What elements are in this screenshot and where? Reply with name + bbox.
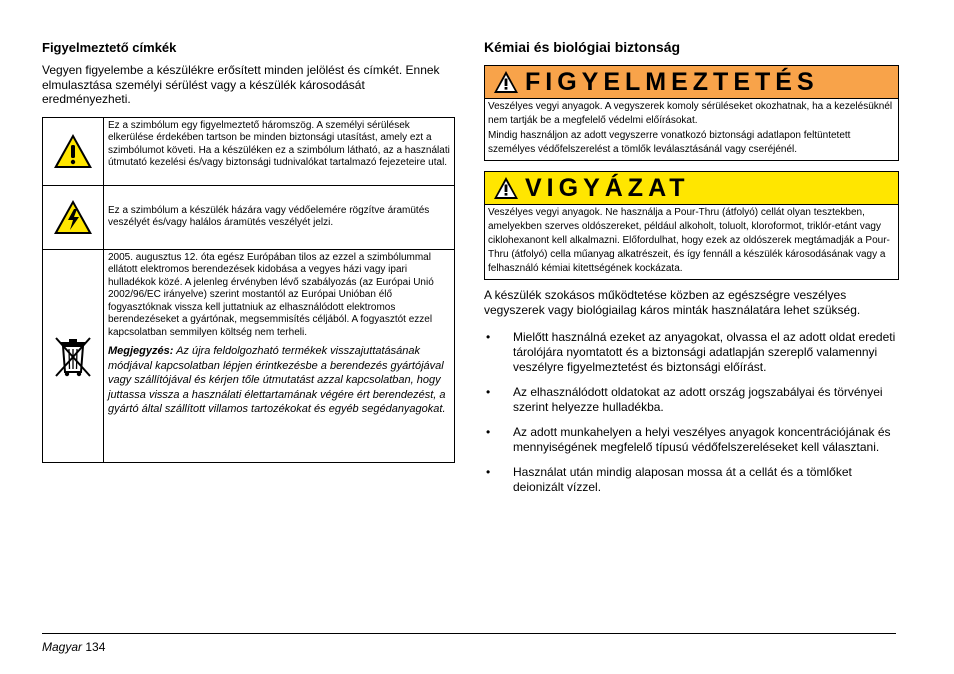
list-item: • Használat után mindig alaposan mossa át a cellát és a tömlőket deionizált vízzel. <box>486 465 852 494</box>
usage-paragraph: A készülék szokásos működtetése közben az egészségre veszélyes vegyszerek vagy biológiailag káros minták használatára lehet szükség. <box>484 288 861 317</box>
page-number: 134 <box>85 640 106 654</box>
warning-triangle-icon <box>493 176 519 200</box>
crossed-bin-icon <box>51 332 95 380</box>
warning-paragraph: Veszélyes vegyi anyagok. A vegyszerek komoly sérüléseket okozhatnak, ha a kezelésüknél nem tartják be a megfelelő védelmi előírásokat. <box>488 101 893 126</box>
section-heading-chem-bio-safety: Kémiai és biológiai biztonság <box>484 39 681 55</box>
page-footer <box>42 640 105 654</box>
left-column <box>42 38 455 463</box>
table-row <box>43 117 455 185</box>
symbol-table <box>42 117 455 463</box>
intro-paragraph: Vegyen figyelembe a készülékre erősített minden jelölést és címkét. Ennek elmulasztása személyi sérülést vagy a készülék károsodását eredményezheti. <box>42 63 440 106</box>
right-column <box>484 38 899 505</box>
warning-title: FIGYELMEZTETÉS <box>525 67 819 96</box>
warning-box-body <box>485 99 898 160</box>
caution-title: VIGYÁZAT <box>525 173 690 202</box>
symbol-description: Ez a szimbólum egy figyelmeztető háromszög. A személyi sérülések elkerülése érdekében tartson be minden biztonsági utasítást, amely ezt a szimbólumot követi. Ha a készüléken ez a szimbólum látható, az a használati útmutató kezelési és/vagy biztonsági tudnivalókat tartalmazó fejezeteire utal. <box>104 117 455 185</box>
section-heading-warning-labels: Figyelmeztető címkék <box>42 40 177 55</box>
list-item: • Az elhasználódott oldatokat az adott ország jogszabályai és törvényei szerint helyezze hulladékba. <box>486 385 883 414</box>
list-item: • Mielőtt használná ezeket az anyagokat, olvassa el az adott oldat eredeti tárolójára nyomtatott és a biztonsági adatlapján szereplő valamennyi veszélyre figyelmeztetést és biztonsági előírást. <box>486 330 896 374</box>
warning-paragraph: Mindig használjon az adott vegyszerre vonatkozó biztonsági adatlapon feltüntetett személyes védőfelszerelést a tömlők leválasztásánál vagy cseréjénél. <box>488 130 851 155</box>
caution-box-header <box>485 172 898 205</box>
electric-shock-icon <box>52 198 94 236</box>
bullet-marker: • <box>486 425 491 439</box>
caution-paragraph: Veszélyes vegyi anyagok. Ne használja a Pour-Thru (átfolyó) cellát olyan tesztekben, amelyekben szerves oldószereket, például alkoholt, toluolt, kloroformot, triklór-etánt vagy ciklohexanont kell alkalmazni. Előfordulhat, hogy ezek az oldószerek megtámadják a Pour-Thru (átfolyó) cella műanyag alkatrészeit, és így fennáll a készülék károsodásának vagy a felhasználó kémiai kitettségének kockázata. <box>488 207 890 274</box>
footer-divider <box>42 633 896 634</box>
safety-bullet-list <box>484 330 899 495</box>
footer-language: Magyar <box>42 640 83 654</box>
table-row <box>43 185 455 249</box>
list-item: • Az adott munkahelyen a helyi veszélyes anyagok koncentrációjának és mennyiségének megfelelő típusú védőfelszereléseket kell választani. <box>486 425 891 454</box>
caution-box <box>484 171 899 280</box>
symbol-description: Ez a szimbólum a készülék házára vagy védőelemére rögzítve áramütés veszélyét és/vagy halálos áramütés veszélyét jelzi. <box>108 204 430 228</box>
warning-box-header <box>485 66 898 99</box>
table-row <box>43 249 455 462</box>
note-label: Megjegyzés: <box>108 345 174 357</box>
recycling-note <box>108 344 450 417</box>
bullet-marker: • <box>486 465 491 479</box>
bullet-marker: • <box>486 385 491 399</box>
note-text: Az újra feldolgozható termékek visszajuttatásának módjával kapcsolatban lépjen érintkezésbe a berendezés gyártójával vagy szállítójával és kérjen tőle útmutatást azzal kapcsolatban, hogy juttassa vissza a használati élettartamának végére ért berendezést, a gyártó által szállított villamos tartozékokat és egyéb segédanyagokat. <box>108 345 446 415</box>
bullet-marker: • <box>486 330 491 344</box>
warning-box <box>484 65 899 161</box>
warning-triangle-icon <box>52 132 94 170</box>
caution-box-body <box>485 205 898 279</box>
warning-triangle-icon <box>493 70 519 94</box>
symbol-description: 2005. augusztus 12. óta egész Európában tilos az ezzel a szimbólummal ellátott elektromos berendezések kidobása a vegyes házi vagy ipari hulladékok közé. A jelenleg érvényben lévő szabályozás (az Európai Unió 2002/96/EC irányelve) szerint mostantól az Európai Unióban élő fogyasztóknak vissza kell juttatniuk az elhasználódott elektromos berendezéseket a gyártónak, megsemmisítés céljából. A fogyasztót ezzel kapcsolatban semmilyen költség nem terheli. <box>108 251 434 338</box>
